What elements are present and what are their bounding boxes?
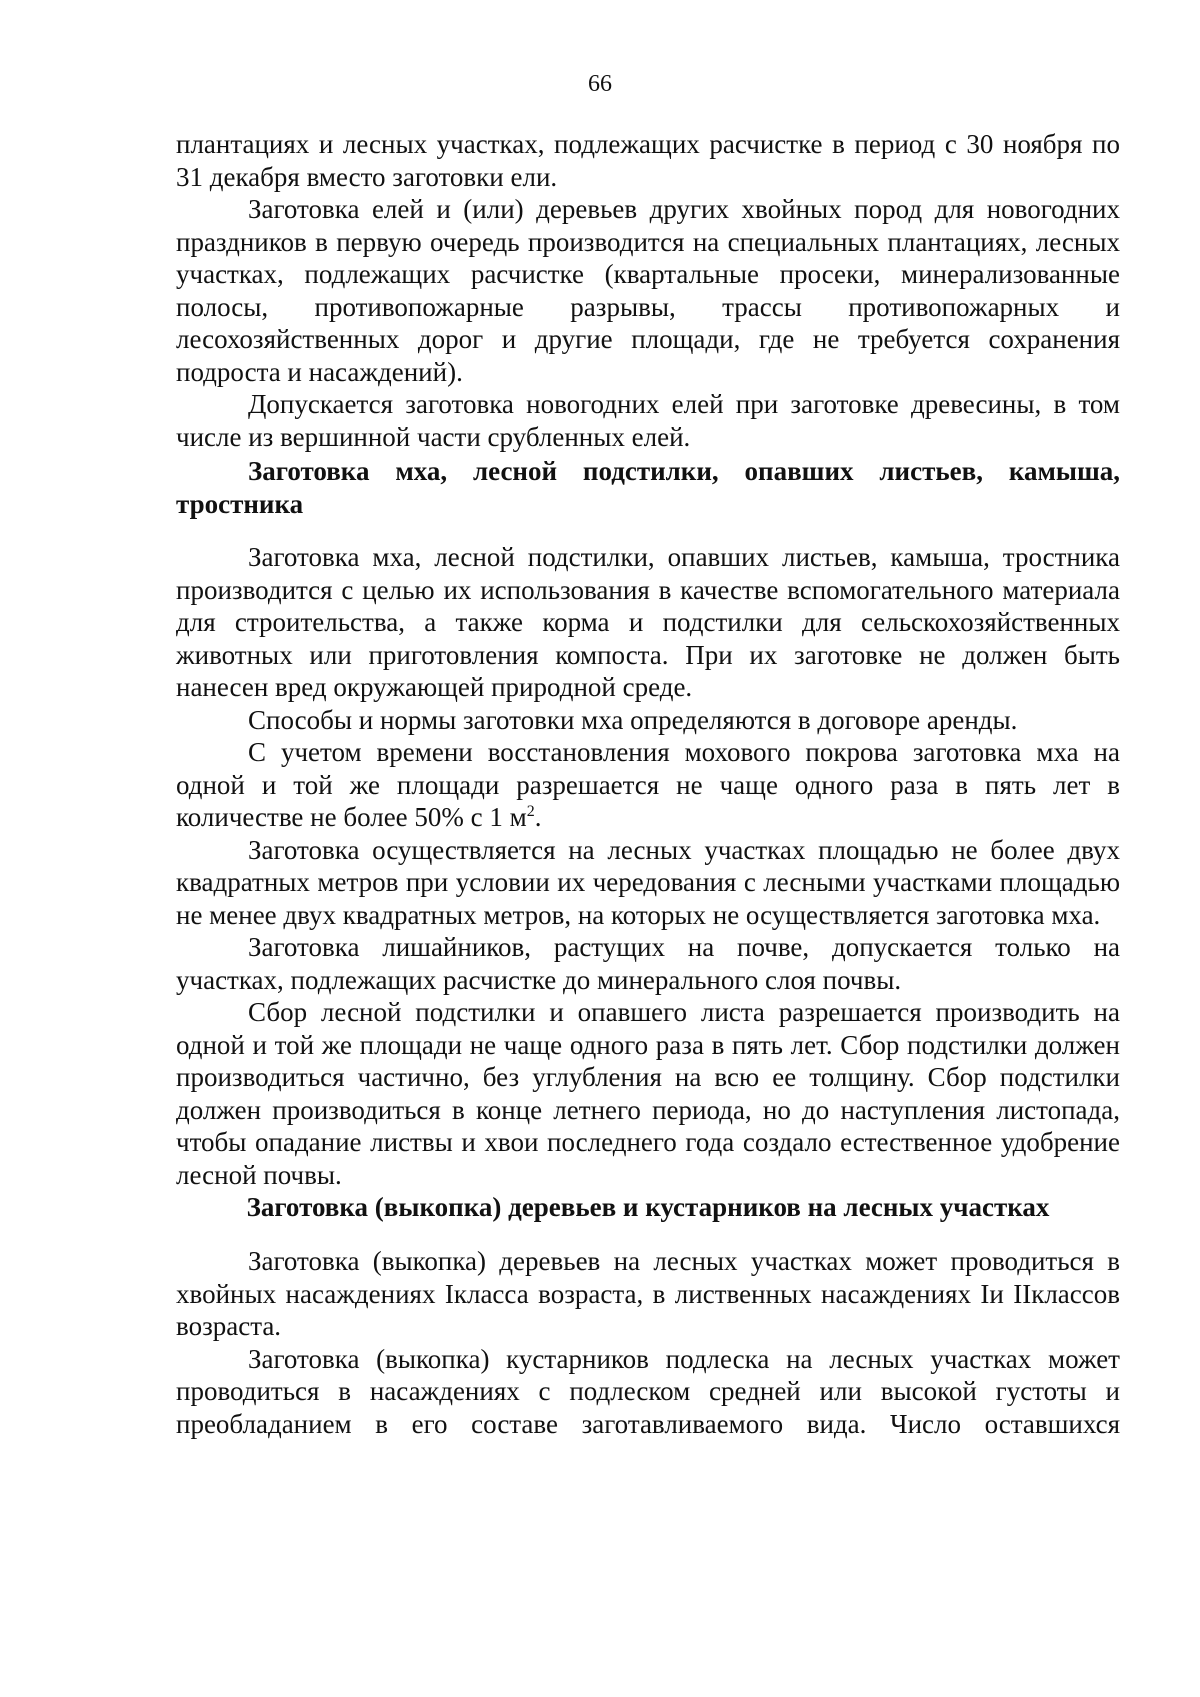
paragraph-digging-trees: Заготовка (выкопка) деревьев на лесных участках может проводиться в хвойных насаждениях Iкласса возраста, в лиственных насаждениях Iи IIклассов возраста.	[176, 1246, 1120, 1341]
heading-digging: Заготовка (выкопка) деревьев и кустарников на лесных участках	[246, 1192, 1050, 1222]
page-number: 66	[588, 71, 612, 97]
section-digging	[176, 1245, 1120, 1440]
paragraph-digging-shrubs: Заготовка (выкопка) кустарников подлеска на лесных участках может проводиться в насаждениях с подлеском средней или высокой густоты и преобладанием в его составе заготавливаемого вида. Число оставшихся	[176, 1343, 1120, 1439]
paragraph-moss-recovery	[176, 736, 1120, 834]
paragraph-moss-area: Заготовка осуществляется на лесных участках площадью не более двух квадратных метров при условии их чередования с лесными участками площадью не менее двух квадратных метров, на которых не осуществляется заготовка мха.	[176, 834, 1120, 930]
paragraph-moss-methods: Способы и нормы заготовки мха определяются в договоре аренды.	[248, 704, 1018, 735]
heading-moss-harvest: Заготовка мха, лесной подстилки, опавших листьев, камыша, тростника	[176, 456, 1120, 519]
paragraph-litter: Сбор лесной подстилки и опавшего листа разрешается производить на одной и той же площади не чаще одного раза в пять лет. Сбор подстилки должен производиться частично, без углубления на всю ее толщину. Сбор подстилки должен производиться в конце летнего периода, но до наступления листопада, чтобы опадание листвы и хвои последнего года создало естественное удобрение лесной почвы.	[176, 997, 1120, 1190]
paragraph-lichen: Заготовка лишайников, растущих на почве, допускается только на участках, подлежащих расчистке до минерального слоя почвы.	[176, 932, 1120, 995]
paragraph-spruce-allowed: Допускается заготовка новогодних елей при заготовке древесины, в том числе из вершинной части срубленных елей.	[176, 389, 1120, 452]
paragraph-moss-purpose: Заготовка мха, лесной подстилки, опавших листьев, камыша, тростника производится с целью их использования в качестве вспомогательного материала для строительства, а также корма и подстилки для сельскохозяйственных животных или приготовления компоста. При их заготовке не должен быть нанесен вред окружающей природной среде.	[176, 542, 1120, 702]
section-moss	[176, 541, 1120, 1191]
paragraph-continuation: плантациях и лесных участках, подлежащих расчистке в период с 30 ноября по 31 декабря вместо заготовки ели.	[176, 129, 1120, 192]
moss-recovery-text: С учетом времени восстановления мохового покрова заготовка мха на одной и той же площади разрешается не чаще одного раза в пять лет в количестве не более 50% с 1 м	[176, 737, 1120, 832]
paragraph-spruce-harvest: Заготовка елей и (или) деревьев других хвойных пород для новогодних праздников в первую очередь производится на специальных плантациях, лесных участках, подлежащих расчистке (квартальные просеки, минерализованные полосы, противопожарные разрывы, трассы противопожарных и лесохозяйственных дорог и другие площади, где не требуется сохранения подроста и насаждений).	[176, 194, 1120, 387]
moss-recovery-end: .	[534, 802, 542, 832]
square-superscript: 2	[526, 803, 535, 820]
section-spruce	[176, 128, 1120, 453]
